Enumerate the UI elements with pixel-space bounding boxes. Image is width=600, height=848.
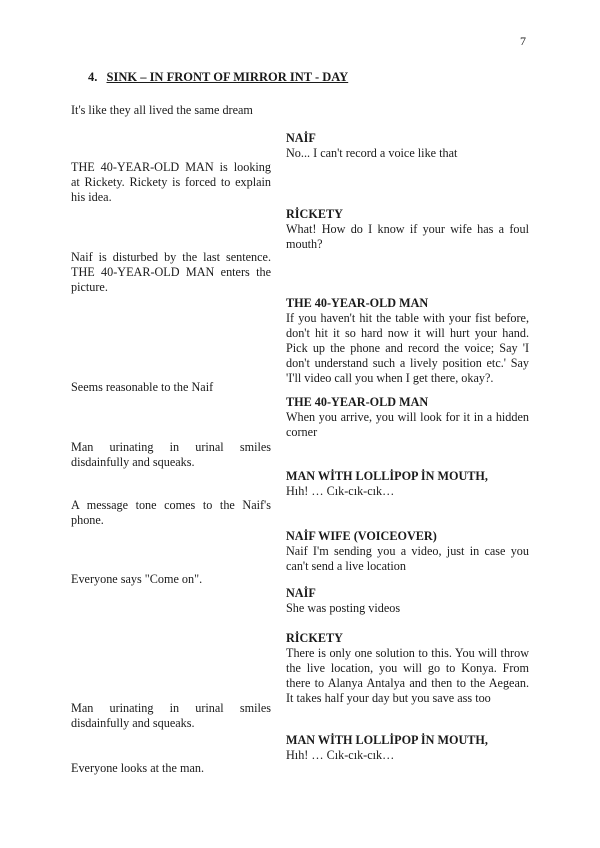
scene-title: SINK – IN FRONT OF MIRROR INT - DAY bbox=[106, 70, 349, 84]
character-name: NAİF bbox=[286, 586, 316, 600]
character-name: RİCKETY bbox=[286, 207, 343, 221]
page-number: 7 bbox=[520, 34, 526, 48]
scene-number: 4. bbox=[88, 70, 98, 84]
character-name: MAN WİTH LOLLİPOP İN MOUTH, bbox=[286, 733, 488, 747]
dialogue-line: Hıh! … Cık-cık-cık… bbox=[286, 484, 395, 498]
dialogue-block bbox=[286, 469, 529, 499]
dialogue-line: If you haven't hit the table with your fist before, don't hit it so hard now it will hurt your hand. Pick up the phone and record the voice; Say 'I don't understand such a lively position etc.' Say 'I'll video call you when I get there, okay?. bbox=[286, 311, 529, 385]
action-line: THE 40-YEAR-OLD MAN is looking at Rickety. Rickety is forced to explain his idea. bbox=[71, 160, 271, 204]
scene-heading bbox=[88, 70, 348, 85]
character-name: THE 40-YEAR-OLD MAN bbox=[286, 296, 429, 310]
dialogue-line: Hıh! … Cık-cık-cık… bbox=[286, 748, 395, 762]
dialogue-line: There is only one solution to this. You will throw the live location, you will go to Konya. From there to Alanya Antalya and then to the Aegean. It takes half your day but you save ass too bbox=[286, 646, 529, 705]
character-name: NAİF WIFE (VOICEOVER) bbox=[286, 529, 437, 543]
dialogue-block bbox=[286, 131, 529, 161]
dialogue-line: What! How do I know if your wife has a foul mouth? bbox=[286, 222, 529, 251]
dialogue-block bbox=[286, 586, 529, 616]
character-name: MAN WİTH LOLLİPOP İN MOUTH, bbox=[286, 469, 488, 483]
action-line: A message tone comes to the Naif's phone. bbox=[71, 498, 271, 527]
character-name: NAİF bbox=[286, 131, 316, 145]
dialogue-block bbox=[286, 296, 529, 386]
action-line: Seems reasonable to the Naif bbox=[71, 380, 214, 394]
dialogue-line: When you arrive, you will look for it in a hidden corner bbox=[286, 410, 529, 439]
character-name: THE 40-YEAR-OLD MAN bbox=[286, 395, 429, 409]
action-line: It's like they all lived the same dream bbox=[71, 103, 253, 117]
dialogue-line: Naif I'm sending you a video, just in case you can't send a live location bbox=[286, 544, 529, 573]
action-line: Man urinating in urinal smiles disdainfully and squeaks. bbox=[71, 440, 271, 469]
action-line: Everyone looks at the man. bbox=[71, 761, 205, 775]
dialogue-line: No... I can't record a voice like that bbox=[286, 146, 458, 160]
dialogue-block bbox=[286, 733, 529, 763]
action-line: Man urinating in urinal smiles disdainfully and squeaks. bbox=[71, 701, 271, 730]
action-line: Naif is disturbed by the last sentence. THE 40-YEAR-OLD MAN enters the picture. bbox=[71, 250, 271, 294]
dialogue-block bbox=[286, 529, 529, 574]
action-line: Everyone says "Come on". bbox=[71, 572, 203, 586]
dialogue-block bbox=[286, 631, 529, 706]
dialogue-line: She was posting videos bbox=[286, 601, 401, 615]
dialogue-block bbox=[286, 207, 529, 252]
character-name: RİCKETY bbox=[286, 631, 343, 645]
dialogue-block bbox=[286, 395, 529, 440]
